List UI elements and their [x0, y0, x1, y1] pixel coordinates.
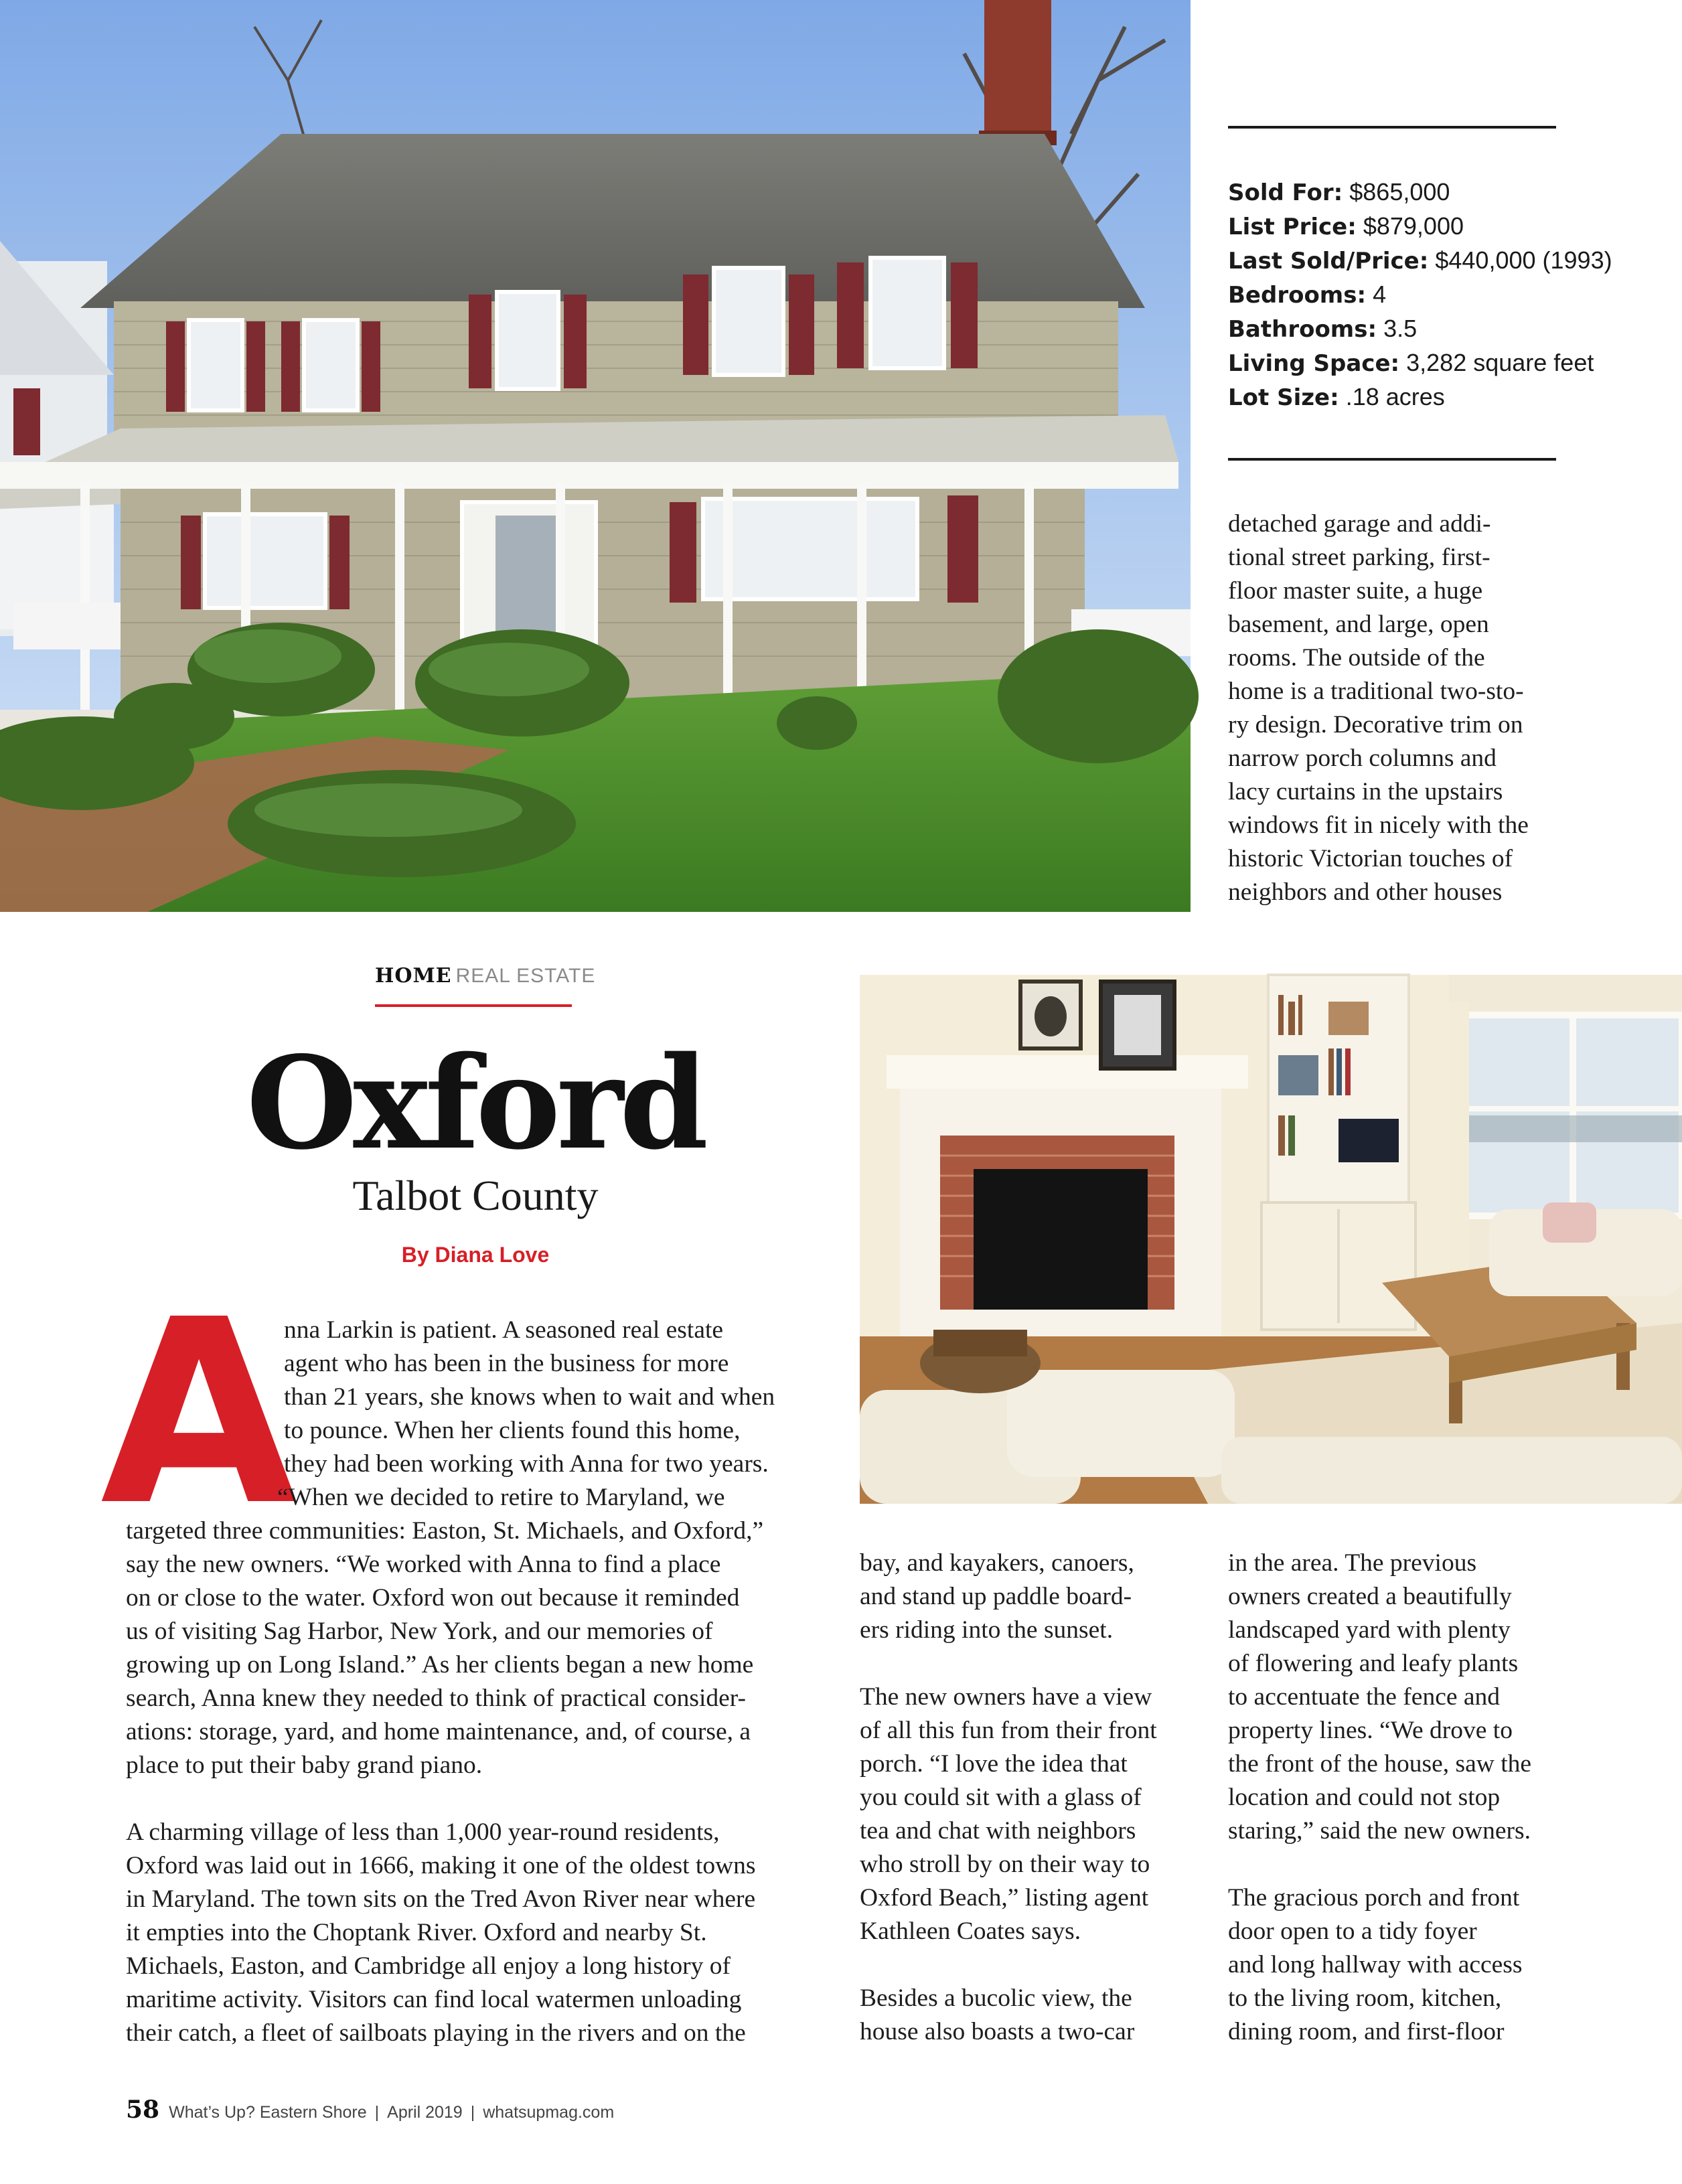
stat-value: $879,000	[1363, 212, 1464, 240]
text-line: lacy curtains in the upstairs	[1228, 778, 1503, 805]
right-column-text	[1228, 1547, 1657, 2049]
text-line: tea and chat with neighbors	[860, 1817, 1136, 1845]
text-line: ers riding into the sunset.	[860, 1616, 1114, 1644]
stat-label: Living Space:	[1228, 350, 1400, 377]
text-line: and stand up paddle board-	[860, 1583, 1132, 1610]
stat-living-space	[1228, 346, 1657, 380]
text-line: the front of the house, saw the	[1228, 1750, 1532, 1778]
text-line: location and could not stop	[1228, 1784, 1501, 1811]
text-line: it empties into the Choptank River. Oxford and nearby St.	[126, 1919, 707, 1946]
text-line: porch. “I love the idea that	[860, 1750, 1128, 1778]
living-room-photo	[860, 975, 1682, 1504]
stat-lot-size	[1228, 380, 1657, 414]
text-line: floor master suite, a huge	[1228, 577, 1483, 605]
footer-separator: |	[374, 2103, 380, 2122]
text-line: basement, and large, open	[1228, 611, 1489, 638]
text-line: to the living room, kitchen,	[1228, 1984, 1502, 2012]
stat-value: 3.5	[1383, 315, 1418, 342]
text-line: in Maryland. The town sits on the Tred Avon River near where	[126, 1885, 756, 1913]
stat-value: $440,000 (1993)	[1435, 246, 1612, 274]
text-line: to pounce. When her clients found this home,	[284, 1417, 741, 1444]
stat-bedrooms	[1228, 278, 1657, 312]
text-line: on or close to the water. Oxford won out because it reminded	[126, 1584, 740, 1612]
stat-label: Sold For:	[1228, 179, 1343, 206]
text-line: and long hallway with access	[1228, 1951, 1523, 1978]
text-line: place to put their baby grand piano.	[126, 1751, 483, 1779]
paragraph-gap	[860, 1647, 1235, 1681]
stats-bottom-rule	[1228, 458, 1556, 461]
stat-label: Bedrooms:	[1228, 282, 1367, 309]
stat-value: $865,000	[1349, 178, 1450, 206]
footer-issue: April 2019	[387, 2103, 463, 2122]
text-line: growing up on Long Island.” As her clients began a new home	[126, 1651, 754, 1679]
stat-label: List Price:	[1228, 214, 1357, 240]
article-title: Oxford	[246, 1028, 705, 1178]
text-line: Oxford Beach,” listing agent	[860, 1884, 1149, 1912]
text-line: agent who has been in the business for more	[284, 1350, 729, 1377]
section-home: HOME	[375, 964, 452, 988]
byline: By Diana Love	[401, 1243, 550, 1267]
stat-sold-for	[1228, 175, 1657, 210]
stat-label: Lot Size:	[1228, 384, 1339, 411]
text-line: owners created a beautifully	[1228, 1583, 1512, 1610]
paragraph-gap	[860, 1948, 1235, 1982]
text-line: The gracious porch and front	[1228, 1884, 1520, 1912]
text-line: staring,” said the new owners.	[1228, 1817, 1531, 1845]
text-line: The new owners have a view	[860, 1683, 1152, 1711]
text-line: targeted three communities: Easton, St. Michaels, and Oxford,”	[126, 1517, 764, 1545]
text-line: Kathleen Coates says.	[860, 1918, 1081, 1945]
sale-stats	[1228, 175, 1657, 414]
text-line: property lines. “We drove to	[1228, 1717, 1513, 1744]
stats-top-rule	[1228, 126, 1556, 129]
text-line: landscaped yard with plenty	[1228, 1616, 1511, 1644]
text-line: Besides a bucolic view, the	[860, 1984, 1132, 2012]
stat-list-price	[1228, 210, 1657, 244]
text-line: than 21 years, she knows when to wait and when	[284, 1383, 775, 1411]
stat-bathrooms	[1228, 312, 1657, 346]
section-label	[375, 964, 596, 988]
page-footer	[126, 2096, 614, 2124]
footer-publication: What’s Up? Eastern Shore	[169, 2103, 367, 2122]
text-line: say the new owners. “We worked with Anna to find a place	[126, 1551, 721, 1578]
text-line: ations: storage, yard, and home maintenance, and, of course, a	[126, 1718, 751, 1745]
stat-value: 4	[1373, 281, 1387, 308]
text-line: their catch, a fleet of sailboats playing in the rivers and on the	[126, 2019, 746, 2047]
text-line: tional street parking, first-	[1228, 544, 1490, 571]
stat-label: Last Sold/Price:	[1228, 248, 1429, 275]
paragraph-gap	[126, 1782, 849, 1816]
drop-cap	[100, 1265, 298, 1561]
text-line: us of visiting Sag Harbor, New York, and our memories of	[126, 1618, 713, 1645]
intro-text	[277, 1314, 833, 1514]
house-exterior-photo	[0, 0, 1191, 912]
text-line: of flowering and leafy plants	[1228, 1650, 1519, 1677]
middle-column-text	[860, 1547, 1235, 2049]
text-line: bay, and kayakers, canoers,	[860, 1549, 1134, 1577]
text-line: neighbors and other houses	[1228, 878, 1503, 906]
text-line: Michaels, Easton, and Cambridge all enjoy a long history of	[126, 1952, 731, 1980]
text-line: house also boasts a two-car	[860, 2018, 1135, 2045]
page-number: 58	[126, 2096, 160, 2124]
stat-value: 3,282 square feet	[1406, 349, 1594, 376]
text-line: windows fit in nicely with the	[1228, 811, 1529, 839]
text-line: maritime activity. Visitors can find local watermen unloading	[126, 1986, 742, 2013]
text-line: to accentuate the fence and	[1228, 1683, 1500, 1711]
footer-separator: |	[470, 2103, 475, 2122]
text-line: “When we decided to retire to Maryland, we	[277, 1484, 725, 1511]
text-line: door open to a tidy foyer	[1228, 1918, 1477, 1945]
text-line: ry design. Decorative trim on	[1228, 711, 1523, 738]
text-line: they had been working with Anna for two years.	[284, 1450, 769, 1478]
text-line: search, Anna knew they needed to think of practical consider-	[126, 1685, 746, 1712]
text-line: who stroll by on their way to	[860, 1851, 1150, 1878]
text-line: dining room, and first-floor	[1228, 2018, 1505, 2045]
stat-label: Bathrooms:	[1228, 316, 1377, 343]
stat-last-sold	[1228, 244, 1657, 278]
text-line: rooms. The outside of the	[1228, 644, 1485, 672]
paragraph-gap	[1228, 1848, 1657, 1881]
text-line: detached garage and addi-	[1228, 510, 1491, 538]
text-line: of all this fun from their front	[860, 1717, 1157, 1744]
text-line: home is a traditional two-sto-	[1228, 678, 1524, 705]
section-real-estate: REAL ESTATE	[455, 965, 596, 987]
text-line: narrow porch columns and	[1228, 745, 1497, 772]
text-line: A charming village of less than 1,000 year-round residents,	[126, 1818, 720, 1846]
section-rule	[375, 1004, 572, 1007]
footer-website[interactable]: whatsupmag.com	[483, 2103, 615, 2122]
text-line: in the area. The previous	[1228, 1549, 1477, 1577]
stat-value: .18 acres	[1345, 383, 1445, 410]
text-line: nna Larkin is patient. A seasoned real estate	[284, 1316, 724, 1344]
text-line: Oxford was laid out in 1666, making it one of the oldest towns	[126, 1852, 756, 1879]
text-line: you could sit with a glass of	[860, 1784, 1142, 1811]
text-line: historic Victorian touches of	[1228, 845, 1513, 872]
right-top-column-text	[1228, 508, 1657, 909]
drop-cap-letter: A	[100, 1265, 298, 1561]
main-column-text	[126, 1514, 849, 2050]
article-subtitle: Talbot County	[352, 1172, 599, 1219]
